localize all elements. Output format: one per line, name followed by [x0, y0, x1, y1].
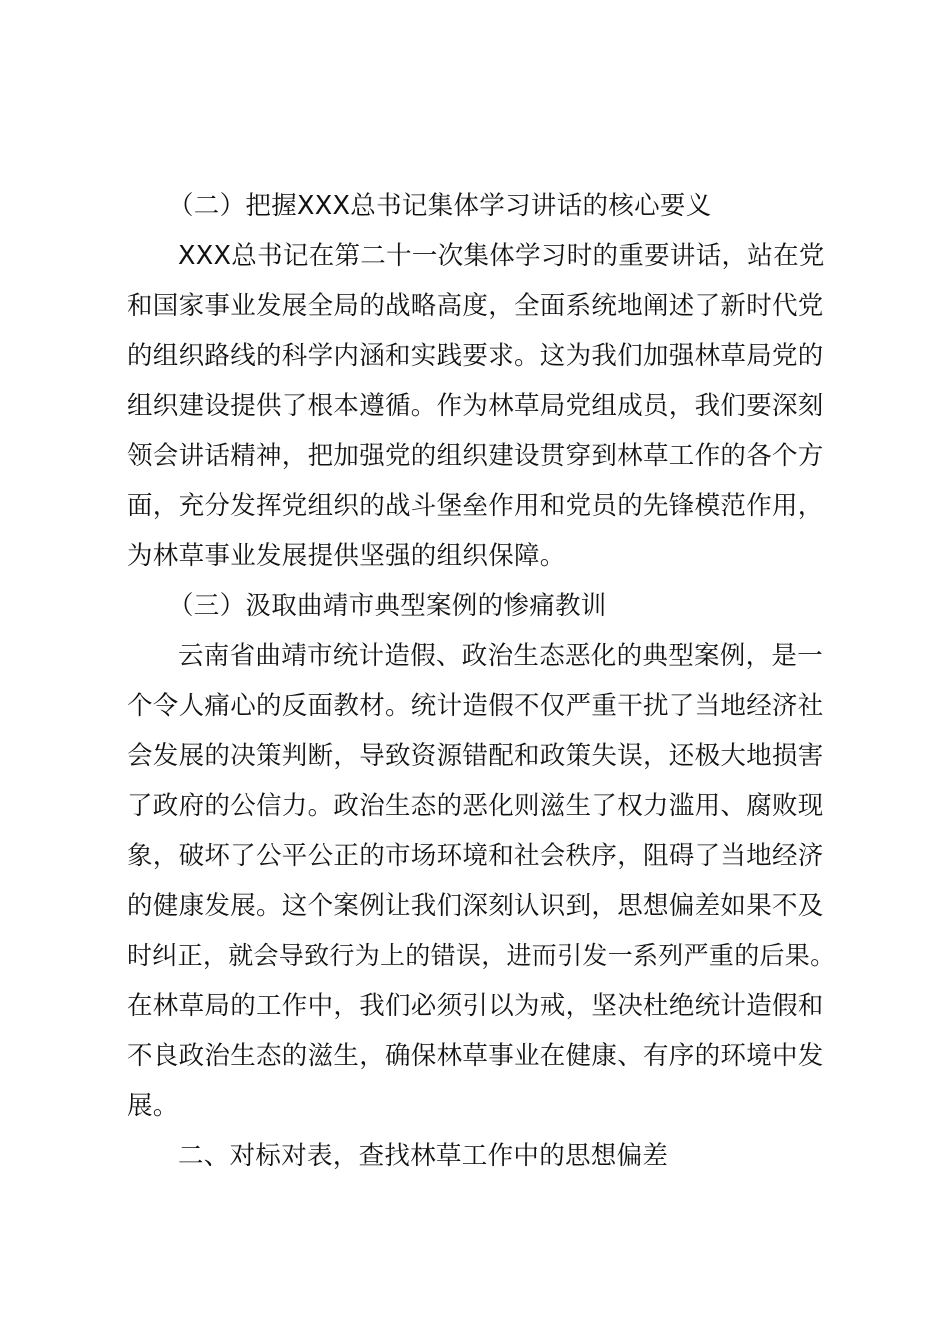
paragraph-line: 组织建设提供了根本遵循。作为林草局党组成员，我们要深刻	[127, 391, 824, 421]
paragraph-line: 会发展的决策判断，导致资源错配和政策失误，还极大地损害	[127, 741, 824, 771]
paragraph-line: XXX总书记在第二十一次集体学习时的重要讲话，站在党	[178, 241, 825, 271]
section-heading-main: 二、对标对表，查找林草工作中的思想偏差	[178, 1141, 669, 1171]
paragraph-line: 为林草事业发展提供坚强的组织保障。	[127, 541, 566, 571]
paragraph-line: 了政府的公信力。政治生态的恶化则滋生了权力滥用、腐败现	[127, 791, 824, 821]
paragraph-line: 不良政治生态的滋生，确保林草事业在健康、有序的环境中发	[127, 1041, 824, 1071]
paragraph-line: 领会讲话精神，把加强党的组织建设贯穿到林草工作的各个方	[127, 441, 824, 471]
paragraph-line: 在林草局的工作中，我们必须引以为戒，坚决杜绝统计造假和	[127, 991, 824, 1021]
paragraph-line: 个令人痛心的反面教材。统计造假不仅严重干扰了当地经济社	[127, 691, 824, 721]
paragraph-line: 和国家事业发展全局的战略高度，全面系统地阐述了新时代党	[127, 291, 824, 321]
paragraph-line: 的组织路线的科学内涵和实践要求。这为我们加强林草局党的	[127, 341, 824, 371]
paragraph-line: 时纠正，就会导致行为上的错误，进而引发一系列严重的后果。	[127, 941, 836, 970]
paragraph-line: 云南省曲靖市统计造假、政治生态恶化的典型案例，是一	[178, 641, 824, 671]
paragraph-line: 展。	[127, 1091, 179, 1121]
paragraph-line: 象，破坏了公平公正的市场环境和社会秩序，阻碍了当地经济	[127, 841, 824, 871]
paragraph-line: 面，充分发挥党组织的战斗堡垒作用和党员的先锋模范作用，	[127, 491, 824, 521]
section-heading-2: （二）把握XXX总书记集体学习讲话的核心要义	[168, 191, 712, 221]
paragraph-line: 的健康发展。这个案例让我们深刻认识到，思想偏差如果不及	[127, 891, 824, 921]
section-heading-3: （三）汲取曲靖市典型案例的惨痛教训	[168, 591, 607, 621]
